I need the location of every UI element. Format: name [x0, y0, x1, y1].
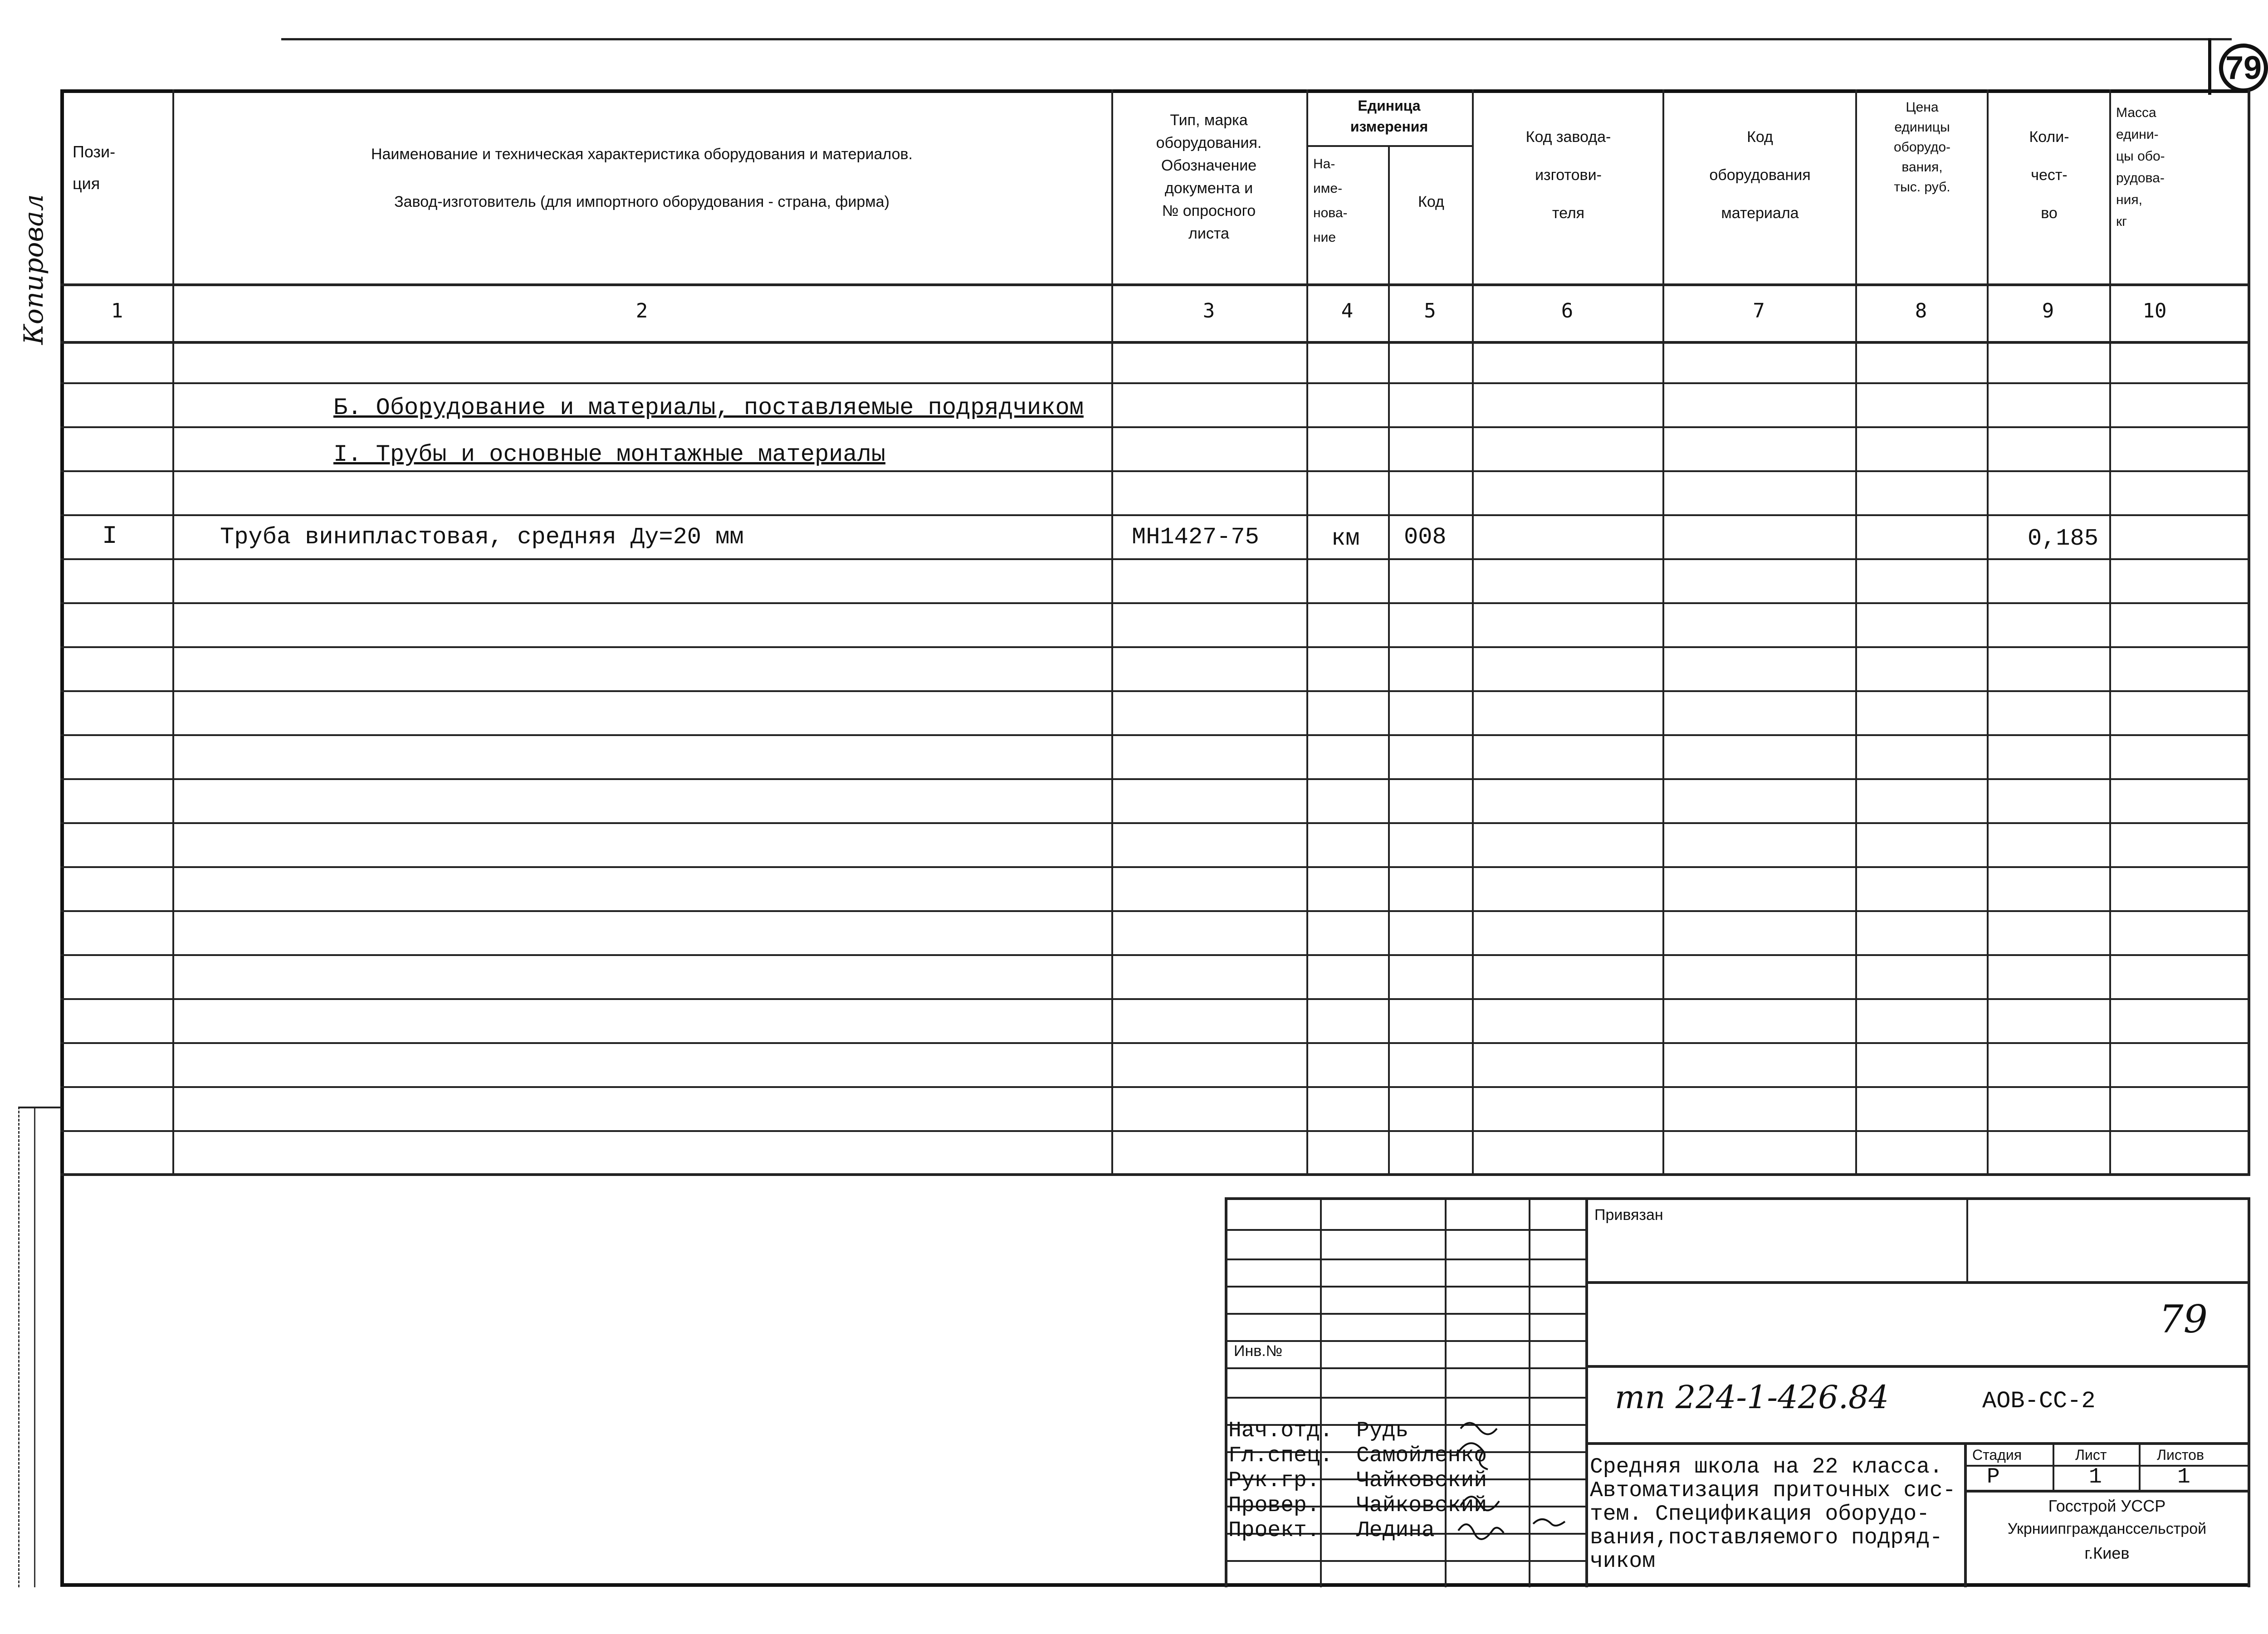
column-number: 6 — [1561, 299, 1574, 322]
column-number: 3 — [1202, 299, 1215, 322]
stamp-line — [1966, 1197, 1968, 1281]
row-line — [60, 1130, 2250, 1132]
col-line — [1306, 89, 1308, 1173]
col-line — [1111, 89, 1113, 1173]
role-name: Рудь — [1356, 1419, 1409, 1443]
subsection-title: I. Трубы и основные монтажные материалы — [333, 441, 885, 468]
role-name: Ледина — [1356, 1518, 1435, 1543]
privyazan-label: Привязан — [1594, 1206, 1663, 1224]
stamp-line — [1225, 1560, 1585, 1562]
stamp-line — [1225, 1286, 1585, 1288]
doc-code: АОВ-СС-2 — [1982, 1388, 2096, 1415]
header-unit-name: На- име- нова- ние — [1313, 156, 1348, 245]
role-label: Проект. — [1228, 1518, 1320, 1543]
row-name: Труба винипластовая, средняя Ду=20 мм — [220, 524, 744, 551]
header-type: Тип, марка оборудования. Обозначение документа и № опросного листа — [1156, 112, 1262, 242]
column-number-line — [60, 341, 2250, 344]
title-line: тем. Спецификация оборудо- — [1590, 1502, 1930, 1527]
row-line — [60, 822, 2250, 824]
header-equipment-code: Код оборудования материала — [1709, 128, 1811, 222]
stamp-line — [1225, 1258, 1585, 1260]
stamp-line — [1225, 1340, 1585, 1342]
row-line — [60, 602, 2250, 604]
stamp-line — [1320, 1197, 1322, 1587]
stamp-line — [1225, 1197, 2248, 1200]
title-line: чиком — [1590, 1549, 1656, 1574]
title-block — [1225, 1197, 2248, 1587]
header-unit-price: Цена единицы оборудо- вания, тыс. руб. — [1893, 100, 1951, 195]
stamp-line — [2248, 1197, 2250, 1587]
signature-marks — [1452, 1415, 1588, 1551]
col-line — [2109, 89, 2111, 1173]
stamp-line — [1225, 1229, 1585, 1231]
col-line — [1987, 89, 1989, 1173]
row-line — [60, 866, 2250, 868]
role-label: Провер. — [1228, 1493, 1320, 1518]
header-position: Пози- ция — [73, 142, 116, 193]
section-title: Б. Оборудование и материалы, поставляемые подрядчиком — [333, 395, 1084, 421]
header-unit-group: Единица измерения — [1350, 98, 1428, 135]
role-name: Самойленко — [1356, 1444, 1487, 1468]
row-unit-name: км — [1331, 525, 1360, 552]
row-line — [60, 514, 2250, 516]
row-line — [60, 998, 2250, 1000]
role-label: Нач.отд. — [1228, 1419, 1333, 1443]
stamp-line — [1585, 1442, 2248, 1445]
top-border-line — [281, 38, 2232, 40]
column-number: 8 — [1915, 299, 1927, 322]
row-line — [60, 778, 2250, 780]
row-line — [60, 426, 2250, 428]
binding-strip-line — [18, 1107, 61, 1108]
row-line — [60, 690, 2250, 692]
column-number: 9 — [2042, 299, 2054, 322]
row-line — [60, 1086, 2250, 1088]
row-type: МН1427-75 — [1132, 524, 1259, 551]
column-number: 7 — [1753, 299, 1765, 322]
doc-number: тп 224-1-426.84 — [1615, 1379, 1889, 1416]
header-unit-code: Код — [1418, 193, 1444, 210]
org-line: Госстрой УССР — [2048, 1497, 2166, 1515]
header-unit-mass: Масса едини- цы обо- рудова- ния, кг — [2116, 105, 2165, 229]
column-number: 4 — [1341, 299, 1354, 322]
row-line — [60, 734, 2250, 736]
col-line — [172, 89, 174, 1173]
role-name: Чайковский — [1356, 1468, 1487, 1493]
row-position: I — [102, 522, 117, 551]
title-line: Средняя школа на 22 класса. — [1590, 1455, 1943, 1479]
column-number: 1 — [111, 299, 123, 322]
role-label: Рук.гр. — [1228, 1468, 1320, 1493]
stamp-line — [1445, 1197, 1447, 1587]
row-line — [60, 910, 2250, 912]
col-line — [1472, 89, 1474, 1173]
page-number: 79 — [2219, 44, 2268, 93]
column-number: 10 — [2142, 299, 2167, 322]
inv-number-label: Инв.№ — [1234, 1342, 1283, 1360]
org-line: Укрниипгражданссельстрой — [2007, 1520, 2207, 1537]
column-number: 2 — [635, 299, 648, 322]
stamp-line — [1585, 1281, 2248, 1284]
sheet-value: 1 — [2089, 1465, 2102, 1489]
column-number: 5 — [1424, 299, 1436, 322]
header-name-line2: Завод-изготовитель (для импортного оборудования - страна, фирма) — [394, 193, 890, 210]
row-quantity: 0,185 — [2028, 525, 2099, 552]
stamp-line — [1964, 1490, 2248, 1493]
sheet-label: Лист — [2075, 1447, 2107, 1463]
sheets-value: 1 — [2177, 1465, 2190, 1489]
row-line — [60, 382, 2250, 384]
stamp-line — [1964, 1465, 2248, 1467]
role-name: Чайковский — [1356, 1493, 1487, 1518]
col-line — [1662, 89, 1664, 1173]
side-handwritten-note: Копировал — [18, 194, 49, 345]
stage-value: Р — [1987, 1465, 2000, 1489]
table-bottom-line — [60, 1173, 2250, 1176]
stamp-line — [1585, 1365, 2248, 1368]
stamp-line — [1225, 1367, 1585, 1369]
col-line — [2248, 89, 2250, 1173]
header-bottom-line — [60, 283, 2250, 286]
row-line — [60, 470, 2250, 472]
col-line — [1855, 89, 1857, 1173]
binding-strip-line — [34, 1107, 35, 1587]
unit-group-line — [1306, 145, 1472, 147]
title-line: вания,поставляемого подряд- — [1590, 1526, 1943, 1550]
org-line: г.Киев — [2084, 1544, 2130, 1562]
binding-strip-line — [18, 1107, 20, 1587]
stamp-line — [1225, 1397, 1585, 1399]
sheets-label: Листов — [2157, 1447, 2204, 1463]
row-line — [60, 558, 2250, 560]
header-name-line1: Наименование и техническая характеристика оборудования и материалов. — [371, 146, 913, 163]
handwritten-page-mark: 79 — [2159, 1297, 2208, 1341]
title-line: Автоматизация приточных сис- — [1590, 1478, 1956, 1503]
stamp-line — [1225, 1197, 1227, 1587]
row-line — [60, 1042, 2250, 1044]
row-line — [60, 646, 2250, 648]
row-unit-code: 008 — [1404, 524, 1447, 551]
stage-label: Стадия — [1972, 1447, 2022, 1463]
header-manufacturer-code: Код завода- изготови- теля — [1525, 128, 1611, 222]
stamp-line — [1225, 1313, 1585, 1315]
header-quantity: Коли- чест- во — [2029, 128, 2069, 222]
role-label: Гл.спец. — [1228, 1444, 1333, 1468]
row-line — [60, 954, 2250, 956]
